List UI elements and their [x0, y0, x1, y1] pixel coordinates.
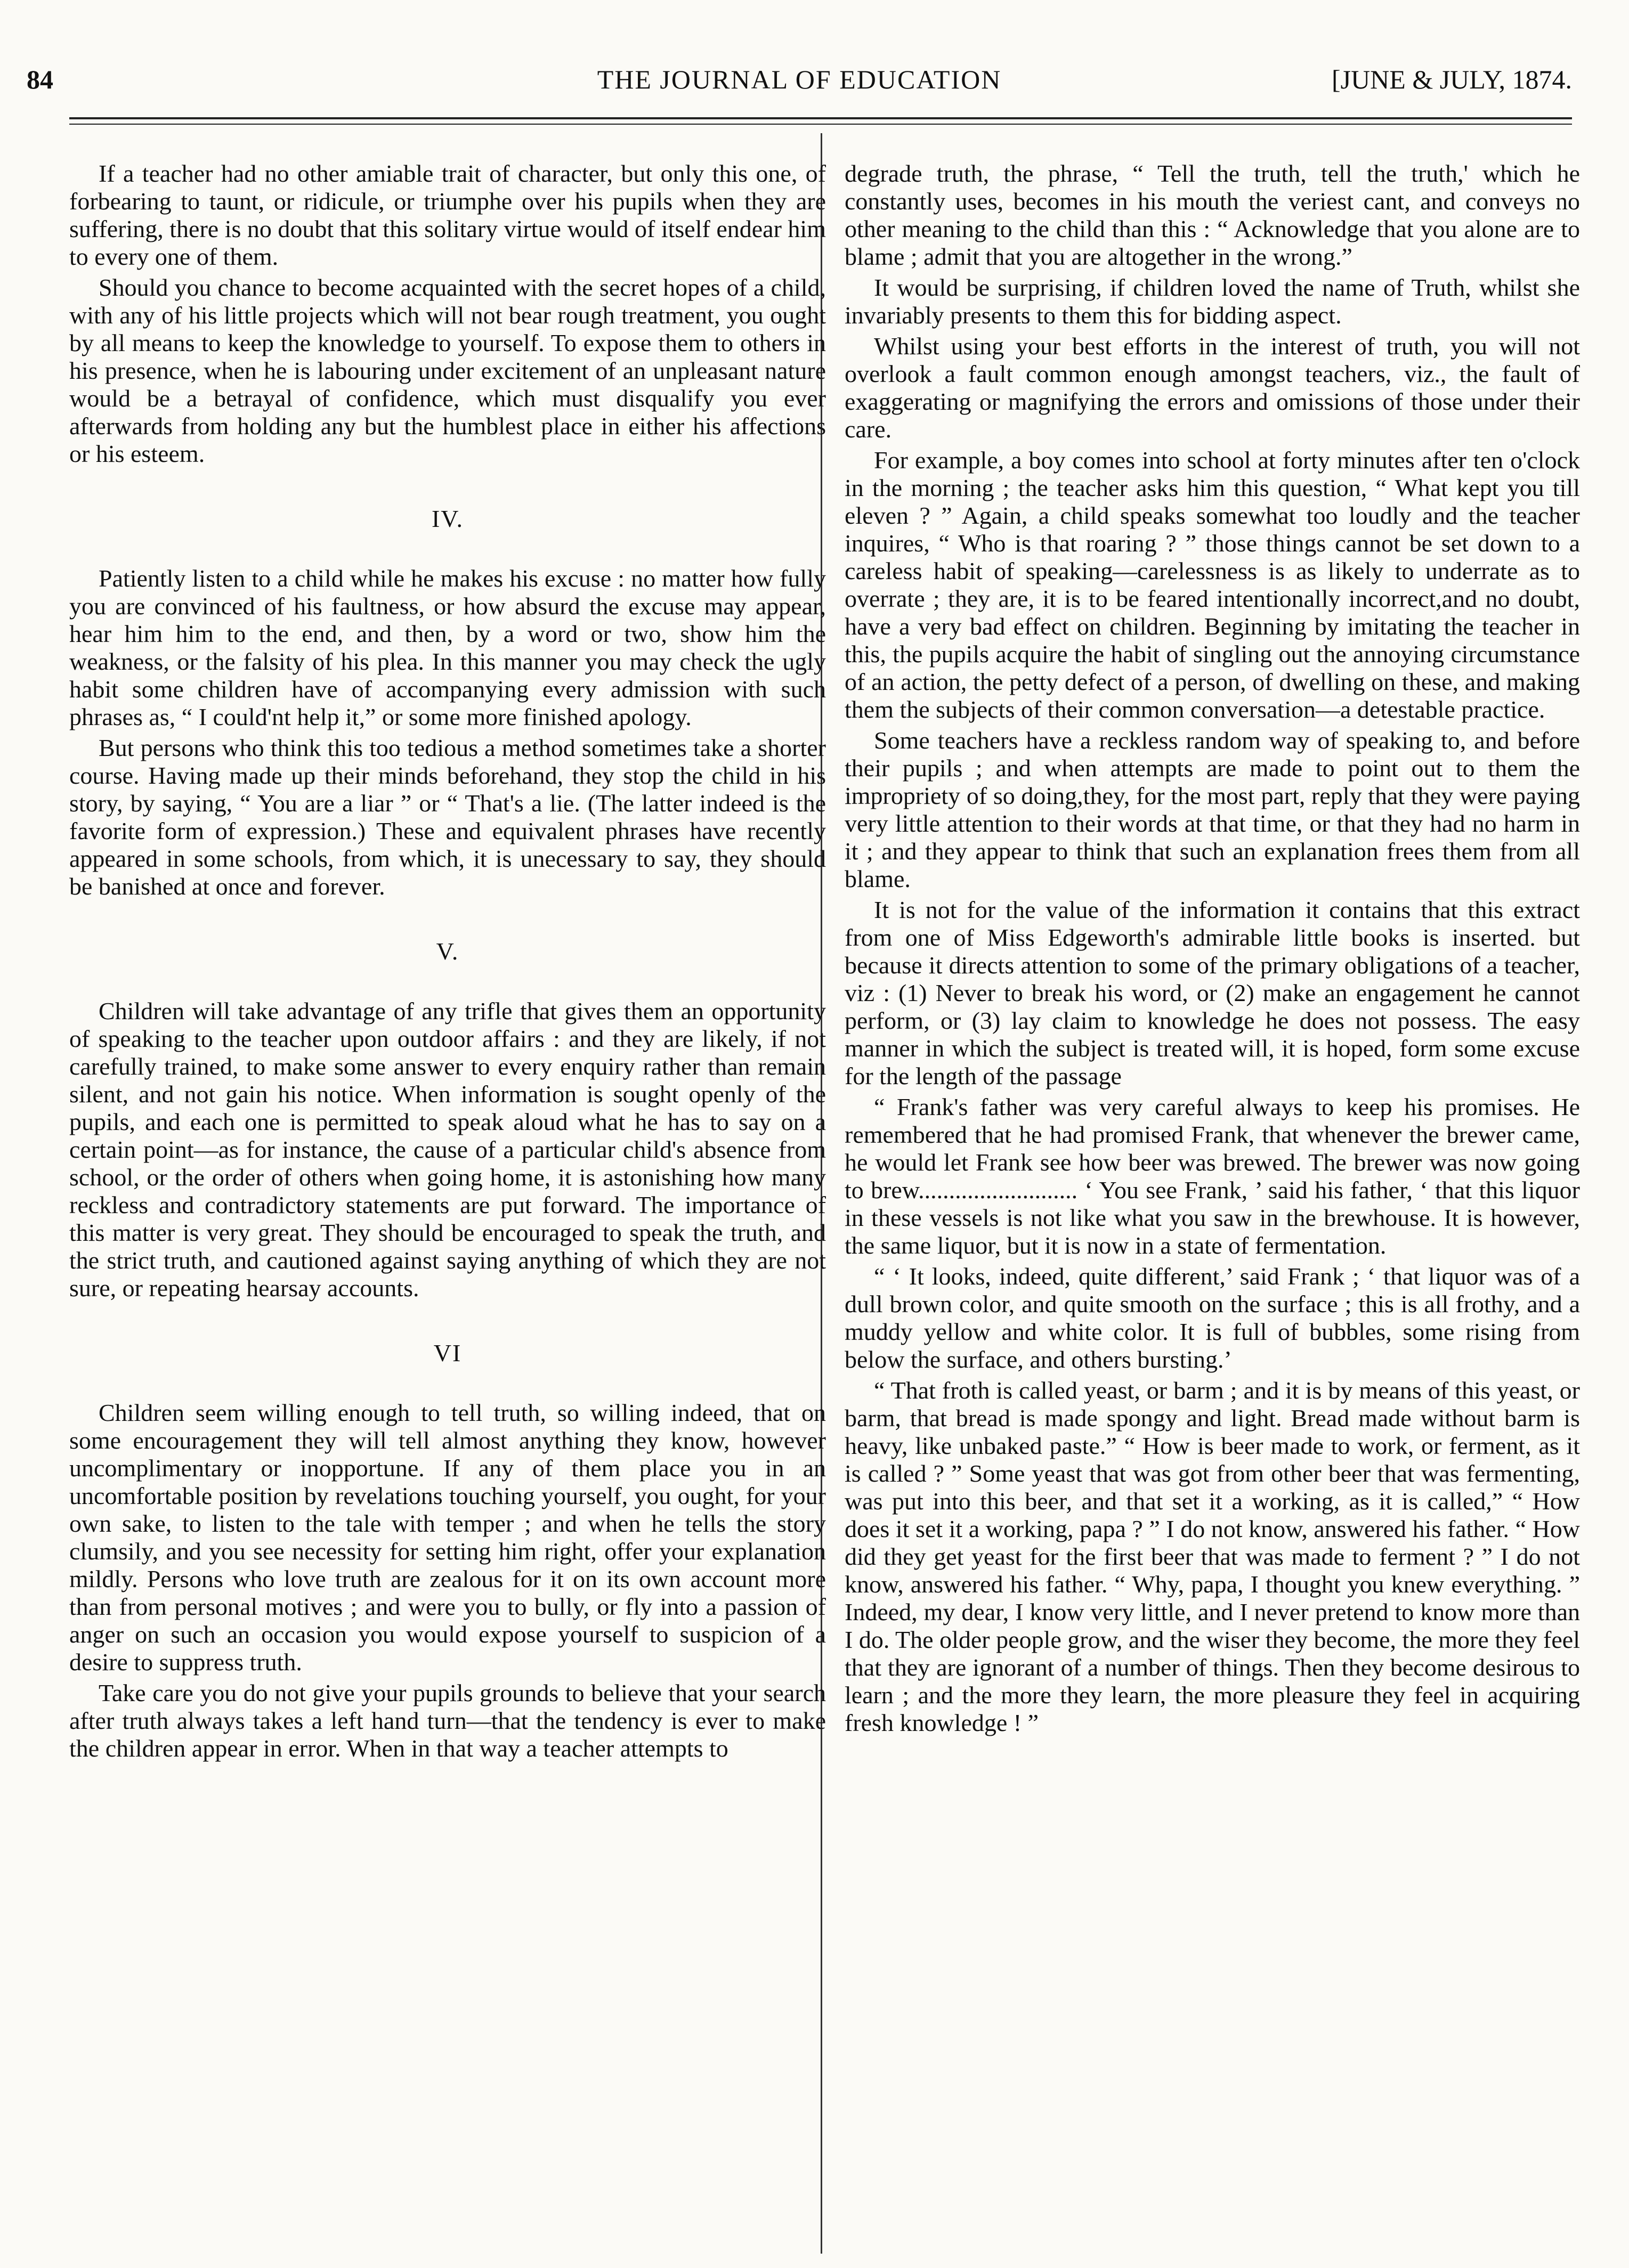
paragraph: Whilst using your best efforts in the interest of truth, you will not overlook a fault common enough amongst teachers, viz., the fault of exaggerating or magnifying the errors and omissions of those under their care.	[845, 332, 1580, 443]
header-rule	[69, 117, 1572, 119]
paragraph: Should you chance to become acquainted with the secret hopes of a child, with any of his little projects which will not bear rough treatment, you ought by all means to keep the knowledge to yourself. To expose them to others in his presence, when he is labouring under excitement of an unpleasant nature would be a betrayal of confidence, which must disqualify you ever afterwards from holding any but the humblest place in either his affections or his esteem.	[69, 274, 826, 467]
section-heading-vi: VI	[433, 1339, 462, 1367]
paragraph: “ That froth is called yeast, or barm ; and it is by means of this yeast, or barm, that bread is made spongy and light. Bread made without barm is heavy, like unbaked paste.” “ How is beer made to work, or ferment, as it is called ? ” Some yeast that was got from other beer that was fermenting, was put into this beer, and that set it a working, as it is called,” “ How does it set it a working, papa ? ” I do not know, answered his father. “ How did they get yeast for the first beer that was made to ferment ? ” I do not know, answered his father. “ Why, papa, I thought you knew everything. ” Indeed, my dear, I know very little, and I never pretend to know more than I do. The older people grow, and the wiser they become, the more they feel that they are ignorant of a number of things. Then they become desirous to learn ; and the more they learn, the more pleasure they feel in acquiring fresh knowledge ! ”	[845, 1377, 1580, 1736]
paragraph: If a teacher had no other amiable trait of character, but only this one, of forbearing to taunt, or ridicule, or triumphe over his pupils when they are suffering, there is no doubt that this solitary virtue would of itself endear him to every one of them.	[69, 160, 826, 270]
paragraph: But persons who think this too tedious a method sometimes take a shorter course. Having made up their minds beforehand, they stop the child in his story, by saying, “ You are a liar ” or “ That's a lie. (The latter indeed is the favorite form of expression.) These and equivalent phrases have recently appeared in some schools, from which, it is unecessary to say, they should be banished at once and forever.	[69, 734, 826, 900]
page-header	[27, 64, 1572, 101]
right-column	[845, 160, 1580, 1740]
paragraph: “ Frank's father was very careful always to keep his promises. He remembered that he had promised Frank, that whenever the brewer came, he would let Frank see how beer was brewed. The brewer was now going to brew.......................... ‘ You see Frank, ’ said his father, ‘ that this liquor in these vessels is not like what you saw in the brewhouse. It is however, the same liquor, but it is now in a state of fermentation.	[845, 1093, 1580, 1259]
journal-title: THE JOURNAL OF EDUCATION	[597, 64, 1002, 94]
section-heading-v: V.	[436, 938, 459, 965]
paragraph: Some teachers have a reckless random way of speaking to, and before their pupils ; and when attempts are made to point out to them the impropriety of so doing,they, for the most part, reply that they were paying very little attention to their words at that time, or that they had no harm in it ; and they appear to think that such an explanation frees them from all blame.	[845, 727, 1580, 892]
issue-date: [JUNE & JULY, 1874.	[1331, 64, 1572, 94]
paragraph: For example, a boy comes into school at forty minutes after ten o'clock in the morning ; the teacher asks him this question, “ What kept you till eleven ? ” Again, a child speaks somewhat too loudly and the teacher inquires, “ Who is that roaring ? ” those things cannot be set down to a careless habit of speaking—carelessness is as likely to underrate as to overrate ; they are, it is to be feared intentionally incorrect,and no doubt, have a very bad effect on children. Beginning by imitating the teacher in this, the pupils acquire the habit of singling out the annoying circumstance of an action, the petty defect of a person, of dwelling on these, and making them the subjects of their common conversation—a detestable practice.	[845, 446, 1580, 723]
paragraph: degrade truth, the phrase, “ Tell the truth, tell the truth,' which he constantly uses, becomes in his mouth the veriest cant, and conveys no other meaning to the child than this : “ Acknowledge that you alone are to blame ; admit that you are altogether in the wrong.”	[845, 160, 1580, 270]
paragraph: Children seem willing enough to tell truth, so willing indeed, that on some encouragement they will tell almost anything they know, however uncomplimentary or inopportune. If any of them place you in an uncomfortable position by revelations touching yourself, you ought, for your own sake, to listen to the tale with temper ; and when he tells the story clumsily, and you see necessity for setting him right, offer your explanation mildly. Persons who love truth are zealous for it on its own account more than from personal motives ; and were you to bully, or fly into a passion of anger on such an occasion you would expose yourself to suspicion of a desire to suppress truth.	[69, 1399, 826, 1676]
paragraph: Children will take advantage of any trifle that gives them an opportunity of speaking to the teacher upon outdoor affairs : and they are likely, if not carefully trained, to make some answer to every enquiry rather than remain silent, and not gain his notice. When information is sought openly of the pupils, and each one is permitted to speak aloud what he has to say on a certain point—as for instance, the cause of a particular child's absence from school, or the order of others when going home, it is astonishing how many reckless and contradictory statements are put forward. The importance of this matter is very great. They should be encouraged to speak the truth, and the strict truth, and cautioned against saying anything of which they are not sure, or repeating hearsay accounts.	[69, 997, 826, 1302]
header-rule-thin	[69, 124, 1572, 125]
section-heading-iv: IV.	[431, 505, 464, 532]
left-column	[69, 160, 826, 1766]
paragraph: Patiently listen to a child while he makes his excuse : no matter how fully you are convinced of his faultness, or how absurd the excuse may appear, hear him him to the end, and then, by a word or two, show him the weakness, or the falsity of his plea. In this manner you may check the ugly habit some children have of accompanying every admission with such phrases as, “ I could'nt help it,” or some more finished apology.	[69, 565, 826, 730]
page-number: 84	[27, 64, 53, 94]
paragraph: It would be surprising, if children loved the name of Truth, whilst she invariably presents to them this for bidding aspect.	[845, 274, 1580, 329]
paragraph: Take care you do not give your pupils grounds to believe that your search after truth always takes a left hand turn—that the tendency is ever to make the children appear in error. When in that way a teacher attempts to	[69, 1679, 826, 1762]
paragraph: It is not for the value of the information it contains that this extract from one of Miss Edgeworth's admirable little books is inserted. but because it directs attention to some of the primary obligations of a teacher, viz : (1) Never to break his word, or (2) make an engagement he cannot perform, or (3) lay claim to knowledge he does not possess. The easy manner in which the subject is treated will, it is hoped, form some excuse for the length of the passage	[845, 896, 1580, 1090]
paragraph: “ ‘ It looks, indeed, quite different,’ said Frank ; ‘ that liquor was of a dull brown color, and quite smooth on the surface ; this is all frothy, and a muddy yellow and white color. It is full of bubbles, some rising from below the surface, and others bursting.’	[845, 1263, 1580, 1373]
